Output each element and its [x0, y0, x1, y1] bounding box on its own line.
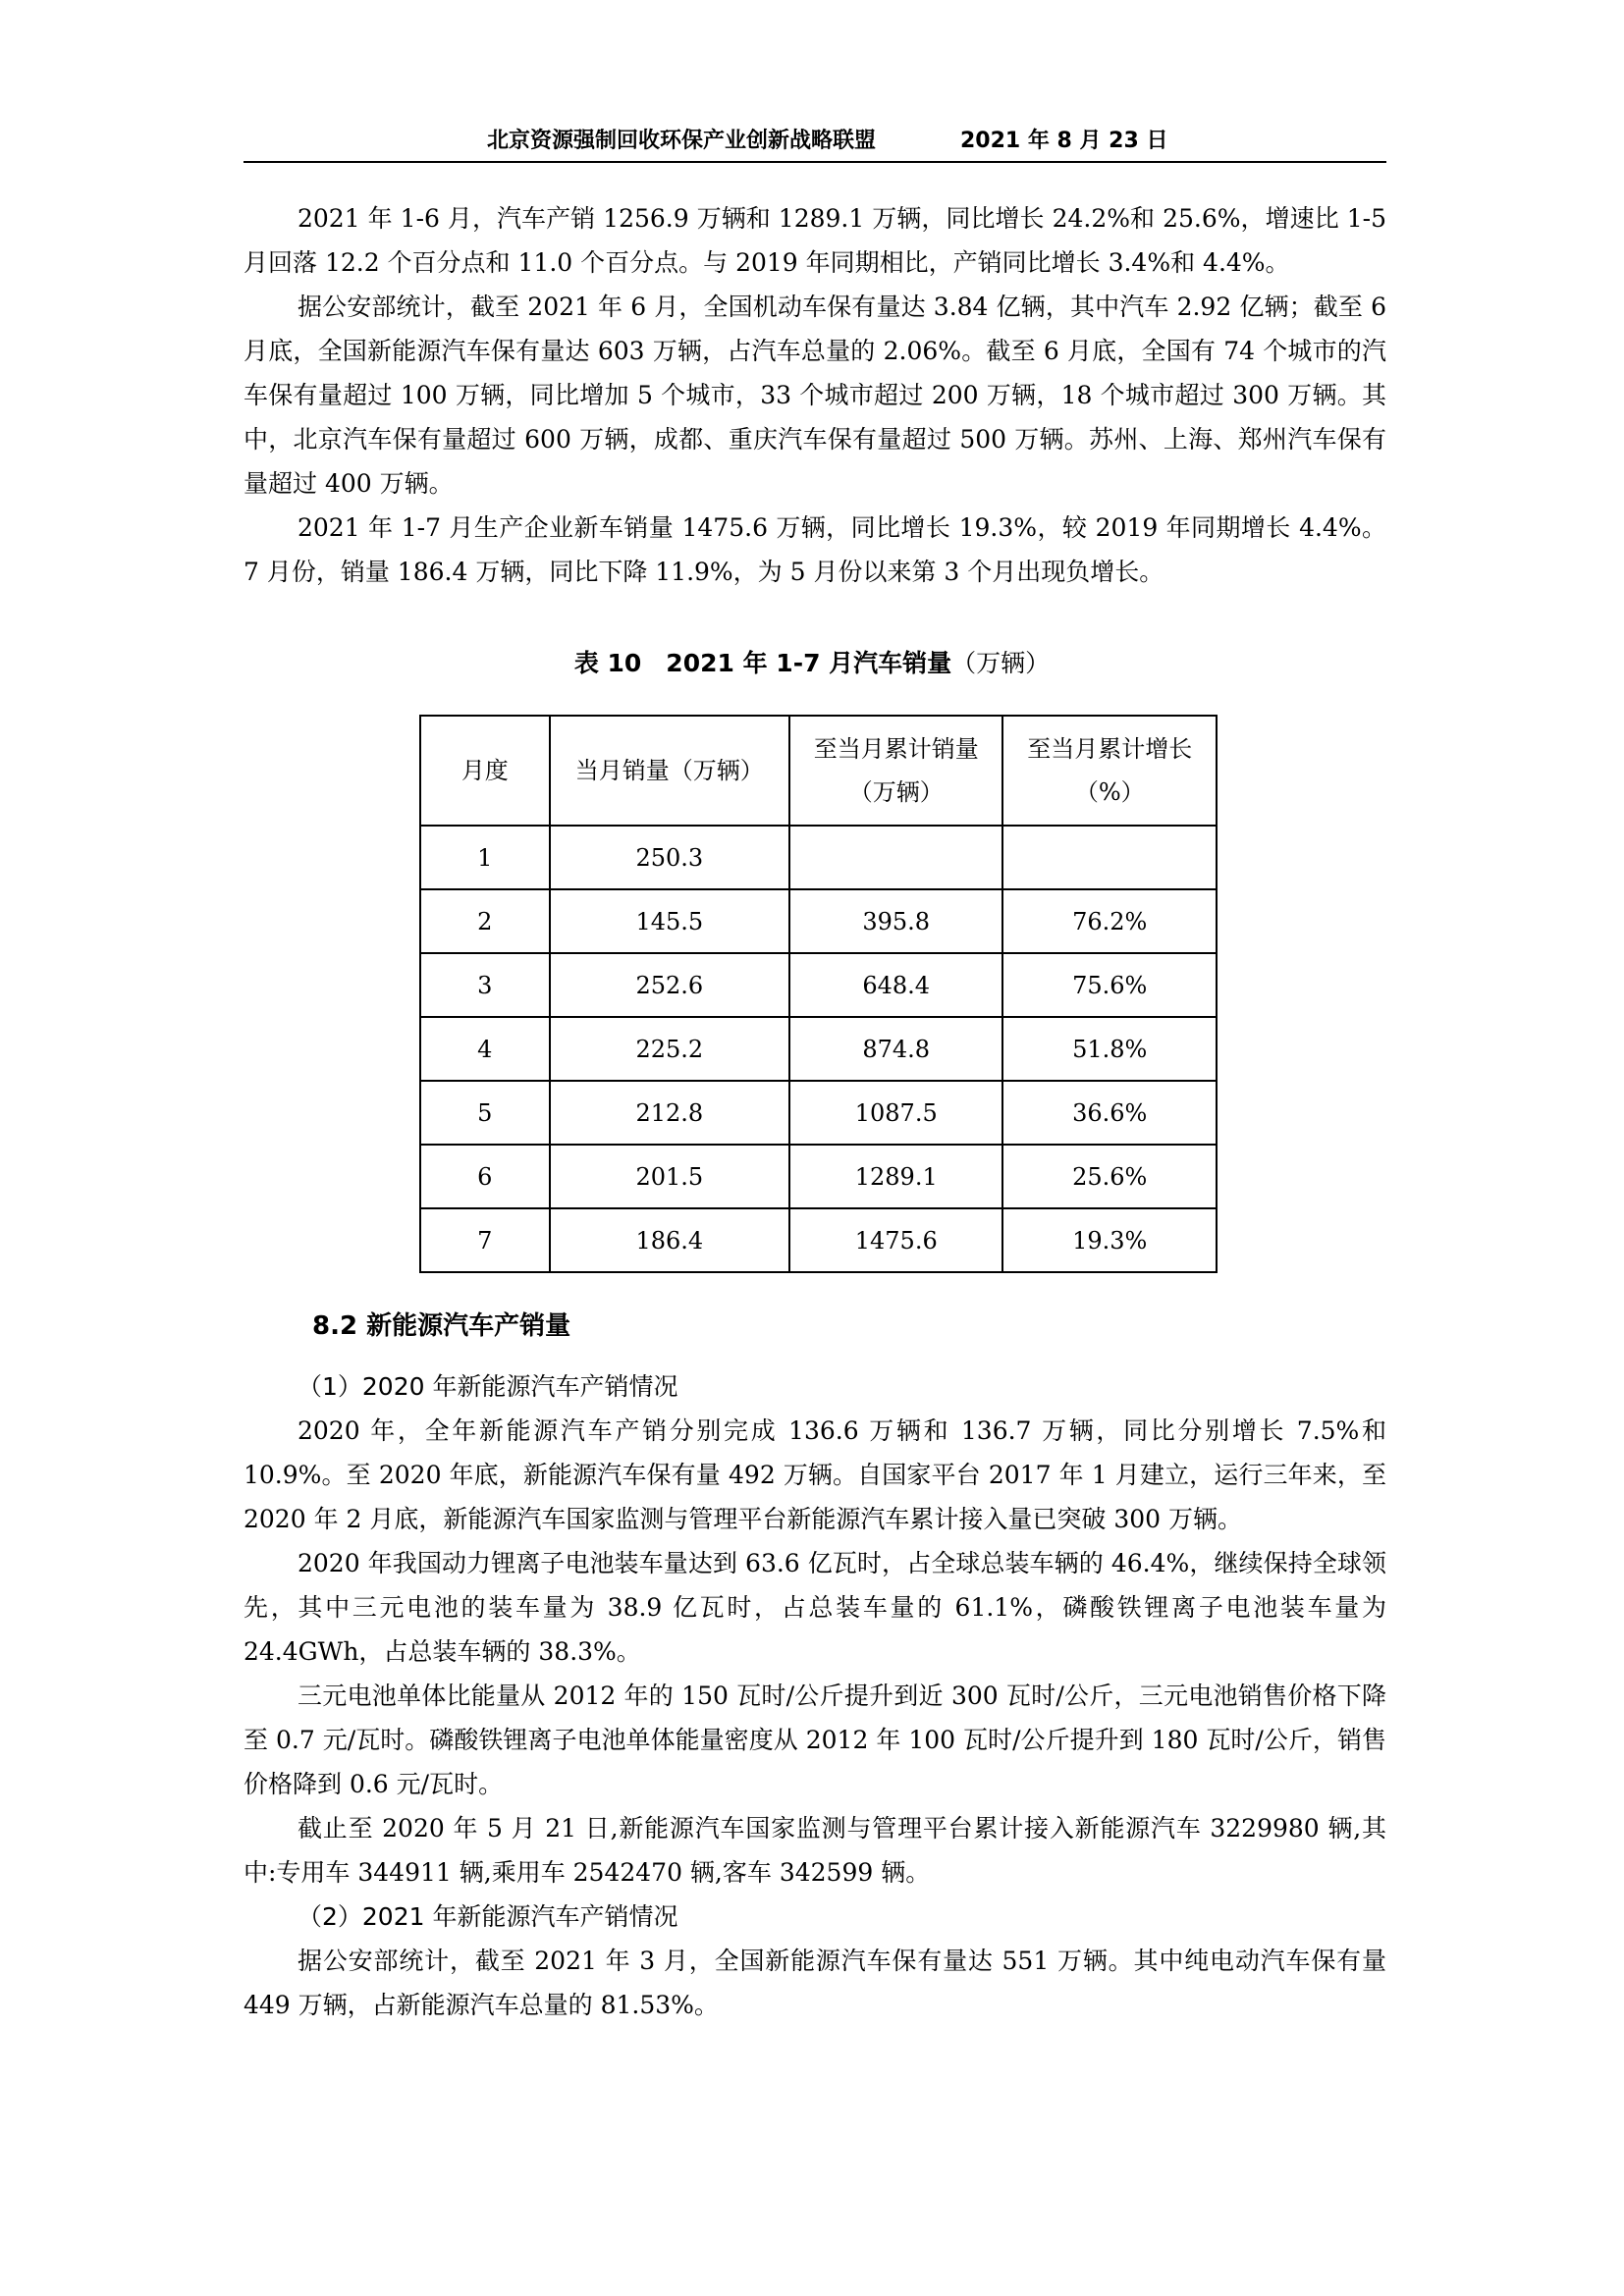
- table-row: [420, 826, 1217, 889]
- cell-monthly-sales: 212.8: [550, 1081, 789, 1145]
- table-row: [420, 1208, 1217, 1272]
- cell-month: 5: [420, 1081, 550, 1145]
- column-header-cumulative-growth: 至当月累计增长（%）: [1002, 716, 1217, 826]
- cell-cumulative-growth: 36.6%: [1002, 1081, 1217, 1145]
- cell-cumulative-growth: 51.8%: [1002, 1017, 1217, 1081]
- paragraph: 据公安部统计，截至 2021 年 6 月，全国机动车保有量达 3.84 亿辆，其中汽车 2.92 亿辆；截至 6 月底，全国新能源汽车保有量达 603 万辆，占汽车总量的 2.06%。截至 6 月底，全国有 74 个城市的汽车保有量超过 100 万辆，同比增加 5 个城市，33 个城市超过 200 万辆，18 个城市超过 300 万辆。其中，北京汽车保有量超过 600 万辆，成都、重庆汽车保有量超过 500 万辆。苏州、上海、郑州汽车保有量超过 400 万辆。: [244, 293, 1387, 498]
- cell-cumulative-growth: 75.6%: [1002, 953, 1217, 1017]
- paragraph: 据公安部统计，截至 2021 年 3 月，全国新能源汽车保有量达 551 万辆。其中纯电动汽车保有量 449 万辆，占新能源汽车总量的 81.53%。: [244, 1947, 1386, 2019]
- cell-cumulative-sales: 1087.5: [789, 1081, 1003, 1145]
- table-row: [420, 1145, 1217, 1208]
- table-row: [420, 1017, 1217, 1081]
- subsection-heading-2021: （2）2021 年新能源汽车产销情况: [298, 1902, 678, 1931]
- cell-monthly-sales: 250.3: [550, 826, 789, 889]
- table-row: [420, 1081, 1217, 1145]
- table-row: [420, 889, 1217, 953]
- cell-cumulative-sales: 1475.6: [789, 1208, 1003, 1272]
- paragraph: 三元电池单体比能量从 2012 年的 150 瓦时/公斤提升到近 300 瓦时/公斤，三元电池销售价格下降至 0.7 元/瓦时。磷酸铁锂离子电池单体能量密度从 2012 年 100 瓦时/公斤提升到 180 瓦时/公斤，销售价格降到 0.6 元/瓦时。: [244, 1682, 1386, 1798]
- cell-monthly-sales: 225.2: [550, 1017, 789, 1081]
- header-organization: 北京资源强制回收环保产业创新战略联盟: [487, 129, 877, 153]
- cell-month: 2: [420, 889, 550, 953]
- paragraph: 2021 年 1-6 月，汽车产销 1256.9 万辆和 1289.1 万辆，同比增长 24.2%和 25.6%，增速比 1-5 月回落 12.2 个百分点和 11.0 个百分点。与 2019 年同期相比，产销同比增长 3.4%和 4.4%。: [244, 204, 1386, 277]
- cell-cumulative-growth: 19.3%: [1002, 1208, 1217, 1272]
- table-header-row: [420, 716, 1217, 826]
- cell-month: 4: [420, 1017, 550, 1081]
- header-date: 2021 年 8 月 23 日: [960, 129, 1168, 153]
- paragraph: 2021 年 1-7 月生产企业新车销量 1475.6 万辆，同比增长 19.3%，较 2019 年同期增长 4.4%。7 月份，销量 186.4 万辆，同比下降 11.9%，为 5 月份以来第 3 个月出现负增长。: [244, 513, 1386, 586]
- cell-cumulative-sales: 395.8: [789, 889, 1003, 953]
- cell-month: 3: [420, 953, 550, 1017]
- cell-month: 7: [420, 1208, 550, 1272]
- table-caption-unit: （万辆）: [951, 649, 1051, 677]
- subsection-heading-2020: （1）2020 年新能源汽车产销情况: [298, 1372, 678, 1401]
- cell-month: 1: [420, 826, 550, 889]
- cell-monthly-sales: 145.5: [550, 889, 789, 953]
- cell-cumulative-sales: 1289.1: [789, 1145, 1003, 1208]
- cell-cumulative-growth: 25.6%: [1002, 1145, 1217, 1208]
- paragraph: 2020 年我国动力锂离子电池装车量达到 63.6 亿瓦时，占全球总装车辆的 46.4%，继续保持全球领先，其中三元电池的装车量为 38.9 亿瓦时，占总装车量的 61.1%，磷酸铁锂离子电池装车量为 24.4GWh，占总装车辆的 38.3%。: [244, 1549, 1386, 1666]
- paragraph: 截止至 2020 年 5 月 21 日,新能源汽车国家监测与管理平台累计接入新能源汽车 3229980 辆,其中:专用车 344911 辆,乘用车 2542470 辆,客车 342599 辆。: [244, 1814, 1386, 1887]
- table-row: [420, 953, 1217, 1017]
- cell-monthly-sales: 201.5: [550, 1145, 789, 1208]
- table-caption-title: 表 10 2021 年 1-7 月汽车销量: [573, 649, 952, 677]
- sales-table: [419, 715, 1218, 1273]
- column-header-monthly-sales: 当月销量（万辆）: [550, 716, 789, 826]
- cell-monthly-sales: 186.4: [550, 1208, 789, 1272]
- column-header-cumulative-sales: 至当月累计销量（万辆）: [789, 716, 1003, 826]
- section-heading: 8.2 新能源汽车产销量: [312, 1311, 571, 1341]
- section-body: [244, 1364, 1386, 2027]
- cell-month: 6: [420, 1145, 550, 1208]
- cell-cumulative-growth: [1002, 826, 1217, 889]
- column-header-month: 月度: [420, 716, 550, 826]
- table-caption: [0, 644, 1624, 679]
- cell-cumulative-sales: 648.4: [789, 953, 1003, 1017]
- intro-paragraphs: [244, 196, 1386, 594]
- paragraph: 2020 年，全年新能源汽车产销分别完成 136.6 万辆和 136.7 万辆，同比分别增长 7.5%和 10.9%。至 2020 年底，新能源汽车保有量 492 万辆。自国家平台 2017 年 1 月建立，运行三年来，至 2020 年 2 月底，新能源汽车国家监测与管理平台新能源汽车累计接入量已突破 300 万辆。: [244, 1416, 1386, 1533]
- cell-cumulative-sales: [789, 826, 1003, 889]
- cell-monthly-sales: 252.6: [550, 953, 789, 1017]
- page-header: [244, 110, 1386, 163]
- cell-cumulative-sales: 874.8: [789, 1017, 1003, 1081]
- cell-cumulative-growth: 76.2%: [1002, 889, 1217, 953]
